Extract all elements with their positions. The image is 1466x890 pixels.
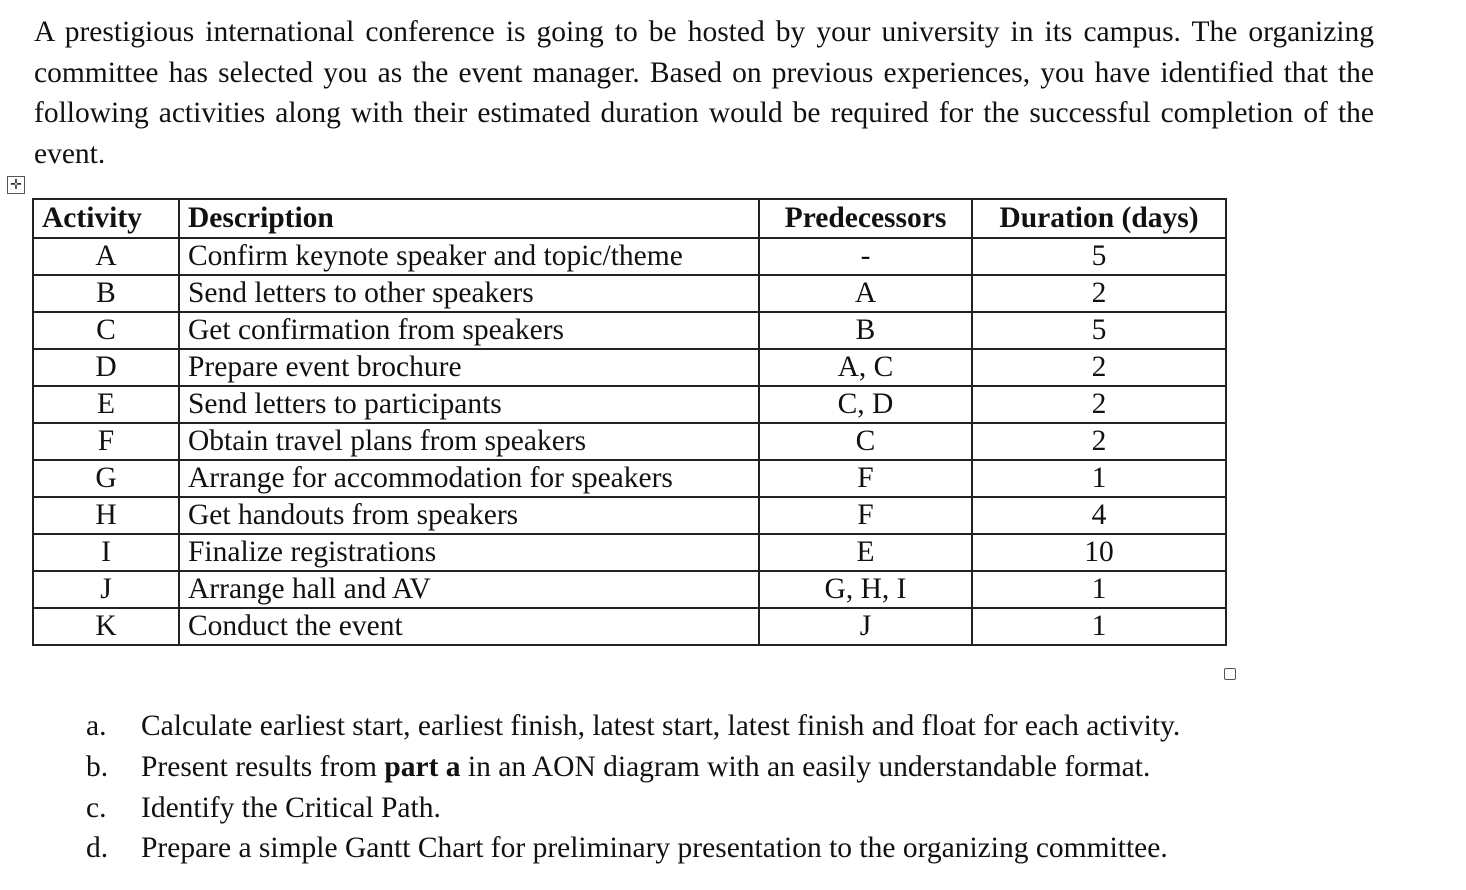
table-move-handle-icon[interactable]: ✛ [7, 176, 25, 194]
cell-activity: C [33, 312, 179, 349]
activities-table [32, 198, 1227, 646]
cell-predecessors: J [759, 608, 972, 645]
cell-activity: D [33, 349, 179, 386]
table-row [33, 571, 1226, 608]
cell-duration: 2 [972, 423, 1226, 460]
question-text-bold: part a [384, 750, 461, 783]
header-description: Description [179, 199, 759, 238]
table-row [33, 608, 1226, 645]
cell-activity: B [33, 275, 179, 312]
table-row [33, 460, 1226, 497]
question-marker: b. [86, 750, 109, 783]
cell-description: Confirm keynote speaker and topic/theme [179, 238, 759, 275]
cell-predecessors: C, D [759, 386, 972, 423]
cell-description: Send letters to other speakers [179, 275, 759, 312]
table-row [33, 534, 1226, 571]
question-text: Prepare a simple Gantt Chart for preliminary presentation to the organizing committee. [141, 832, 1168, 865]
cell-activity: E [33, 386, 179, 423]
question-item [86, 747, 1180, 788]
cell-predecessors: A [759, 275, 972, 312]
cell-predecessors: F [759, 460, 972, 497]
cell-duration: 2 [972, 349, 1226, 386]
cell-activity: J [33, 571, 179, 608]
cell-duration: 4 [972, 497, 1226, 534]
header-predecessors: Predecessors [759, 199, 972, 238]
question-text-before: Present results from [141, 750, 385, 783]
cell-description: Arrange for accommodation for speakers [179, 460, 759, 497]
header-duration: Duration (days) [972, 199, 1226, 238]
cell-description: Send letters to participants [179, 386, 759, 423]
question-marker: d. [86, 832, 109, 865]
table-row [33, 386, 1226, 423]
table-header-row [33, 199, 1226, 238]
question-item [86, 706, 1180, 747]
table-row [33, 238, 1226, 275]
question-item [86, 788, 1180, 829]
cell-predecessors: B [759, 312, 972, 349]
cell-duration: 2 [972, 275, 1226, 312]
question-text: Identify the Critical Path. [141, 791, 441, 824]
question-item [86, 828, 1180, 869]
cell-activity: G [33, 460, 179, 497]
cell-activity: H [33, 497, 179, 534]
table-resize-handle[interactable] [1224, 668, 1236, 680]
table-row [33, 275, 1226, 312]
cell-predecessors: E [759, 534, 972, 571]
cell-predecessors: C [759, 423, 972, 460]
cell-duration: 5 [972, 238, 1226, 275]
cell-description: Finalize registrations [179, 534, 759, 571]
cell-description: Conduct the event [179, 608, 759, 645]
cell-duration: 10 [972, 534, 1226, 571]
cell-description: Arrange hall and AV [179, 571, 759, 608]
question-list [86, 706, 1180, 869]
cell-predecessors: G, H, I [759, 571, 972, 608]
table-row [33, 312, 1226, 349]
cell-predecessors: - [759, 238, 972, 275]
cell-duration: 1 [972, 571, 1226, 608]
intro-paragraph: A prestigious international conference is going to be hosted by your university in its campus. The organizing committee has selected you as the event manager. Based on previous experiences, you have identified that the following activities along with their estimated duration would be required for the successful completion of the event. [34, 16, 1374, 170]
question-text-after: in an AON diagram with an easily understandable format. [460, 750, 1151, 783]
question-marker: c. [86, 791, 107, 824]
cell-activity: A [33, 238, 179, 275]
cell-description: Get confirmation from speakers [179, 312, 759, 349]
table-row [33, 349, 1226, 386]
header-activity: Activity [33, 199, 179, 238]
cell-description: Obtain travel plans from speakers [179, 423, 759, 460]
cell-duration: 1 [972, 608, 1226, 645]
cell-predecessors: A, C [759, 349, 972, 386]
cell-duration: 5 [972, 312, 1226, 349]
question-text: Calculate earliest start, earliest finish, latest start, latest finish and float for each activity. [141, 710, 1181, 742]
table-row [33, 497, 1226, 534]
cell-activity: I [33, 534, 179, 571]
table-row [33, 423, 1226, 460]
cell-predecessors: F [759, 497, 972, 534]
question-text [141, 747, 1150, 788]
cell-description: Prepare event brochure [179, 349, 759, 386]
cell-description: Get handouts from speakers [179, 497, 759, 534]
cell-duration: 1 [972, 460, 1226, 497]
cell-activity: F [33, 423, 179, 460]
cell-activity: K [33, 608, 179, 645]
cell-duration: 2 [972, 386, 1226, 423]
question-marker: a. [86, 710, 107, 742]
